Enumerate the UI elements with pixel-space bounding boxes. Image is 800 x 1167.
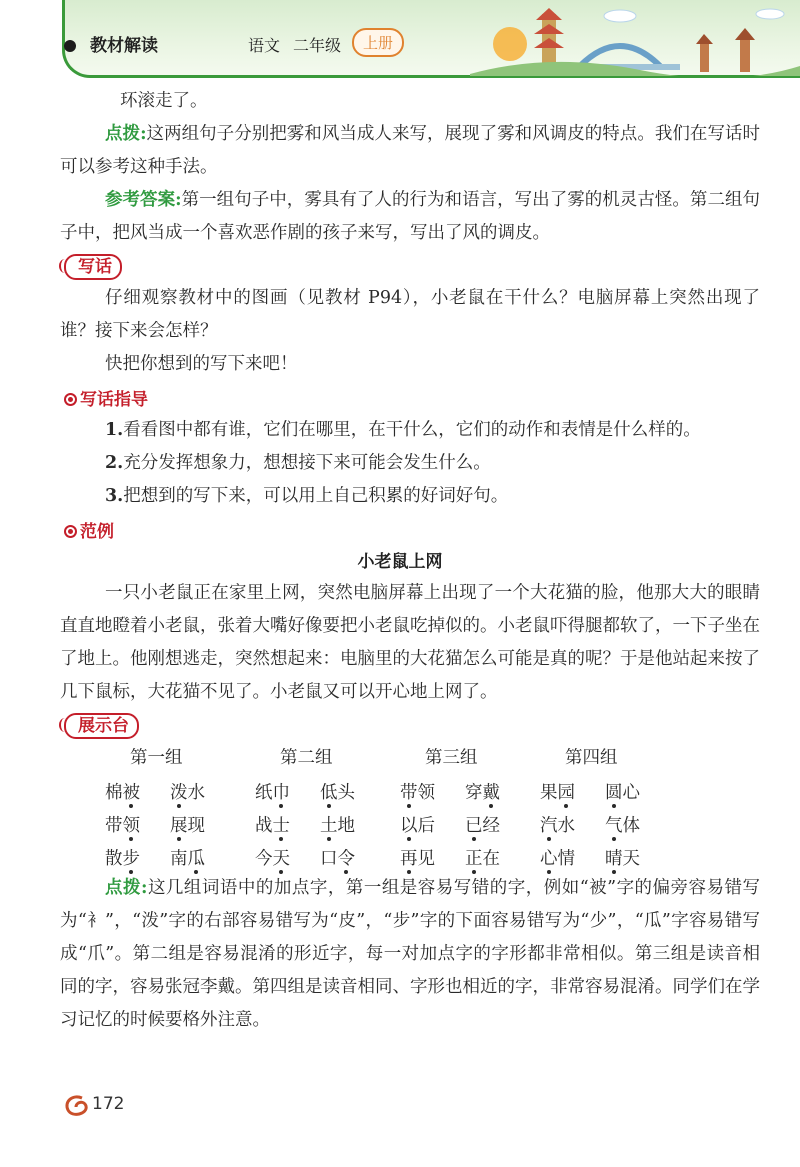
guide-heading: 写话指导 xyxy=(64,385,148,410)
word-item: 南瓜 xyxy=(170,849,205,869)
word-group-title: 第二组 xyxy=(280,748,333,768)
word-item: 已经 xyxy=(465,816,500,836)
page-swirl-icon xyxy=(62,1092,96,1118)
word-item: 土地 xyxy=(320,816,355,836)
word-item: 气体 xyxy=(605,816,640,836)
writing-tag: 写话 xyxy=(64,254,122,280)
word-item: 今天 xyxy=(255,849,290,869)
tip-label: 点拨 xyxy=(105,878,141,898)
word-group-title: 第四组 xyxy=(565,748,618,768)
word-item: 穿戴 xyxy=(465,783,500,803)
word-item: 低头 xyxy=(320,783,355,803)
word-item: 棉被 xyxy=(105,783,140,803)
word-group-title: 第一组 xyxy=(130,748,183,768)
answer-paragraph: 参考答案:第一组句子中，雾具有了人的行为和语言，写出了雾的机灵古怪。第二组句子中，把风当成一个喜欢恶作剧的孩子来写，写出了风的调皮。 xyxy=(60,190,761,243)
answer-label: 参考答案 xyxy=(105,190,176,210)
word-item: 口令 xyxy=(320,849,355,869)
book-title: 教材解读 xyxy=(90,36,158,56)
word-item: 泼水 xyxy=(170,783,205,803)
word-item: 圆心 xyxy=(605,783,640,803)
word-item: 带领 xyxy=(105,816,140,836)
essay-title: 小老鼠上网 xyxy=(357,552,443,572)
word-item: 以后 xyxy=(400,816,435,836)
word-item: 晴天 xyxy=(605,849,640,869)
tip-text: 这几组词语中的加点字，第一组是容易写错的字，例如“被”字的偏旁容易错写为“衤”，“泼”字的右部容易错写为“皮”，“步”字的下面容易错写为“少”，“瓜”字容易错写成“爪”。第二组是容易混淆的形近字，每一对加点字的字形都非常相似。第三组是读音相同的字，容易张冠李戴。第四组是读音相同、字形也相近的字，非常容易混淆。同学们在学习记忆的时候要格外注意。 xyxy=(60,878,761,1030)
word-item: 纸巾 xyxy=(255,783,290,803)
word-item: 汽水 xyxy=(540,816,575,836)
volume-badge: 上册 xyxy=(352,28,404,57)
header-bullet-icon xyxy=(64,40,76,52)
pagoda-landscape-illustration xyxy=(470,0,800,76)
word-item: 再见 xyxy=(400,849,435,869)
tip-label: 点拨 xyxy=(105,124,141,144)
word-item: 果园 xyxy=(540,783,575,803)
showcase-tag: 展示台 xyxy=(64,713,139,739)
essay-body: 一只小老鼠正在家里上网，突然电脑屏幕上出现了一个大花猫的脸，他那大大的眼睛直直地瞪着小老鼠，张着大嘴好像要把小老鼠吃掉似的。小老鼠吓得腿都软了，一下子坐在了地上。他刚想逃走，突然想起来：电脑里的大花猫怎么可能是真的呢？于是他站起来按了几下鼠标，大花猫不见了。小老鼠又可以开心地上网了。 xyxy=(60,583,760,702)
writing-prompt: 仔细观察教材中的图画（见教材 P94），小老鼠在干什么？电脑屏幕上突然出现了谁？接下来会怎样？ xyxy=(60,288,760,341)
word-item: 散步 xyxy=(105,849,140,869)
answer-text: 第一组句子中，雾具有了人的行为和语言，写出了雾的机灵古怪。第二组句子中，把风当成一个喜欢恶作剧的孩子来写，写出了风的调皮。 xyxy=(60,190,761,243)
subject-label: 语文 xyxy=(248,36,281,55)
tip-text: 这两组句子分别把雾和风当成人来写，展现了雾和风调皮的特点。我们在写话时可以参考这种手法。 xyxy=(60,124,761,177)
word-item: 战士 xyxy=(255,816,290,836)
word-item: 心情 xyxy=(540,849,575,869)
example-heading: 范例 xyxy=(64,517,114,542)
guide-item: 1.看看图中都有谁，它们在哪里，在干什么，它们的动作和表情是什么样的。 xyxy=(105,420,701,440)
guide-item: 3.把想到的写下来，可以用上自己积累的好词好句。 xyxy=(105,486,509,506)
word-item: 展现 xyxy=(170,816,205,836)
writing-instruction: 快把你想到的写下来吧！ xyxy=(105,354,298,374)
word-group-title: 第三组 xyxy=(425,748,478,768)
word-item: 正在 xyxy=(465,849,500,869)
grade-label: 二年级 xyxy=(293,36,342,55)
page-number: 172 xyxy=(92,1094,125,1114)
continued-line: 环滚走了。 xyxy=(120,91,208,111)
guide-item: 2.充分发挥想象力，想想接下来可能会发生什么。 xyxy=(105,453,491,473)
tip-paragraph: 点拨:这两组句子分别把雾和风当成人来写，展现了雾和风调皮的特点。我们在写话时可以参考这种手法。 xyxy=(60,124,761,177)
flower-bullet-icon xyxy=(64,525,77,538)
word-item: 带领 xyxy=(400,783,435,803)
showcase-tip-paragraph: 点拨:这几组词语中的加点字，第一组是容易写错的字，例如“被”字的偏旁容易错写为“衤”，“泼”字的右部容易错写为“皮”，“步”字的下面容易错写为“少”，“瓜”字容易错写成“爪”。第二组是容易混淆的形近字，每一对加点字的字形都非常相似。第三组是读音相同的字，容易张冠李戴。第四组是读音相同、字形也相近的字，非常容易混淆。同学们在学习记忆的时候要格外注意。 xyxy=(60,878,761,1030)
flower-bullet-icon xyxy=(64,393,77,406)
